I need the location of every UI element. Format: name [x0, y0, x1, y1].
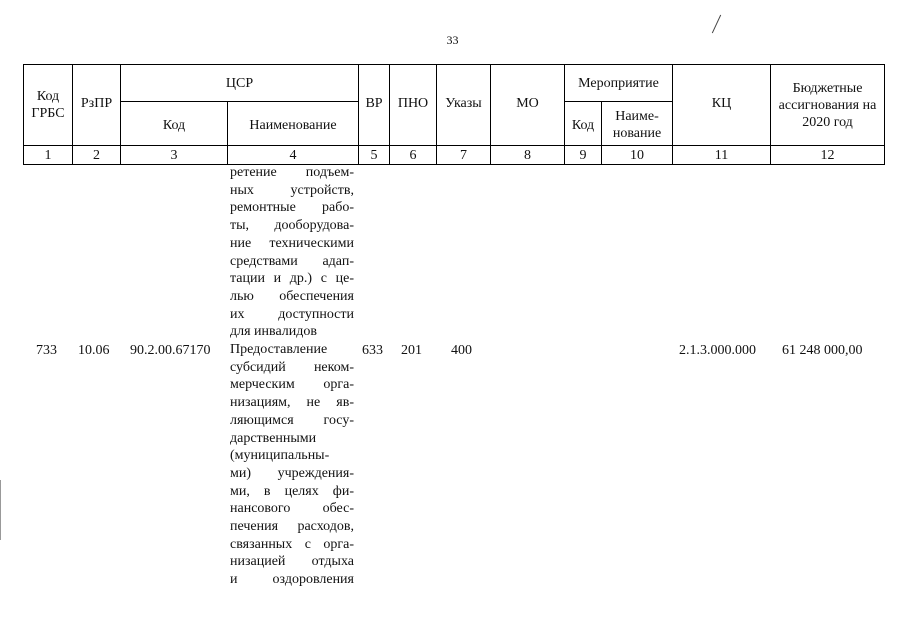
colnum-6: 6: [409, 148, 417, 163]
name-line: печения расходов,: [230, 519, 354, 535]
scan-mark-left: [0, 480, 1, 540]
colnum-8: 8: [524, 148, 531, 163]
row-ukazy: 400: [451, 343, 472, 358]
name-line: лью обеспечения: [230, 288, 354, 304]
name-line: ляющимся госу-: [230, 412, 354, 428]
colnum-1: 1: [44, 148, 52, 163]
name-line: нансового обес-: [230, 501, 354, 517]
page-number: 33: [446, 33, 459, 47]
name-line: для инвалидов: [230, 324, 318, 340]
name-line: тации и др.) с це-: [230, 271, 354, 287]
colnum-7: 7: [460, 148, 467, 163]
colnum-4: 4: [289, 148, 297, 163]
colnum-12: 12: [820, 148, 835, 163]
header-csr-name: Наименование: [249, 118, 337, 133]
name-line: связанных с орга-: [230, 536, 354, 552]
name-line: ремонтные рабо-: [230, 200, 354, 216]
name-line: и оздоровления: [230, 572, 354, 588]
name-line: низацией отдыха: [230, 554, 354, 570]
header-budget: Бюджетные ассигнования на 2020 год: [778, 81, 877, 130]
header-rzpr: РзПР: [80, 96, 113, 111]
name-line: средствами адап-: [230, 253, 354, 269]
colnum-9: 9: [579, 148, 587, 163]
colnum-2: 2: [93, 148, 100, 163]
name-line: ми, в целях фи-: [230, 483, 354, 499]
name-line: низациям, не яв-: [230, 395, 354, 411]
header-pno: ПНО: [397, 96, 429, 111]
name-line: ми) учреждения-: [230, 465, 354, 481]
name-line: субсидий неком-: [230, 359, 354, 375]
name-line: ние техническими: [230, 235, 354, 251]
name-line: мерческим орга-: [230, 377, 354, 393]
name-line: ретение подъем-: [230, 165, 354, 180]
name-line: ты, дооборудова-: [230, 218, 354, 234]
row-csr-code: 90.2.00.67170: [130, 343, 211, 358]
colnum-3: 3: [170, 148, 178, 163]
name-line: их доступности: [230, 306, 354, 322]
header-mo: МО: [516, 96, 539, 111]
row-vr: 633: [362, 343, 383, 358]
name-line: Предоставление: [230, 342, 328, 358]
colnum-10: 10: [630, 148, 644, 163]
header-grbs: Код ГРБС: [31, 89, 65, 121]
header-kc: КЦ: [711, 96, 732, 111]
row-grbs: 733: [36, 343, 57, 358]
row-pno: 201: [401, 343, 422, 358]
header-csr: ЦСР: [225, 76, 254, 91]
header-event-name: Наиме-нование: [612, 109, 662, 141]
name-line: дарственными: [230, 430, 317, 446]
header-csr-code: Код: [162, 118, 186, 133]
row-rzpr: 10.06: [78, 343, 110, 358]
colnum-5: 5: [370, 148, 378, 163]
row-kc: 2.1.3.000.000: [679, 343, 756, 358]
header-event: Мероприятие: [578, 76, 659, 91]
header-ukazy: Указы: [445, 96, 482, 111]
header-event-code: Код: [571, 118, 595, 133]
name-line: ных устройств,: [230, 182, 354, 198]
name-line: (муниципальны-: [230, 448, 330, 464]
header-vr: ВР: [365, 96, 383, 111]
row-amount: 61 248 000,00: [782, 343, 863, 358]
colnum-11: 11: [714, 148, 729, 163]
row-name-text: [230, 164, 354, 589]
